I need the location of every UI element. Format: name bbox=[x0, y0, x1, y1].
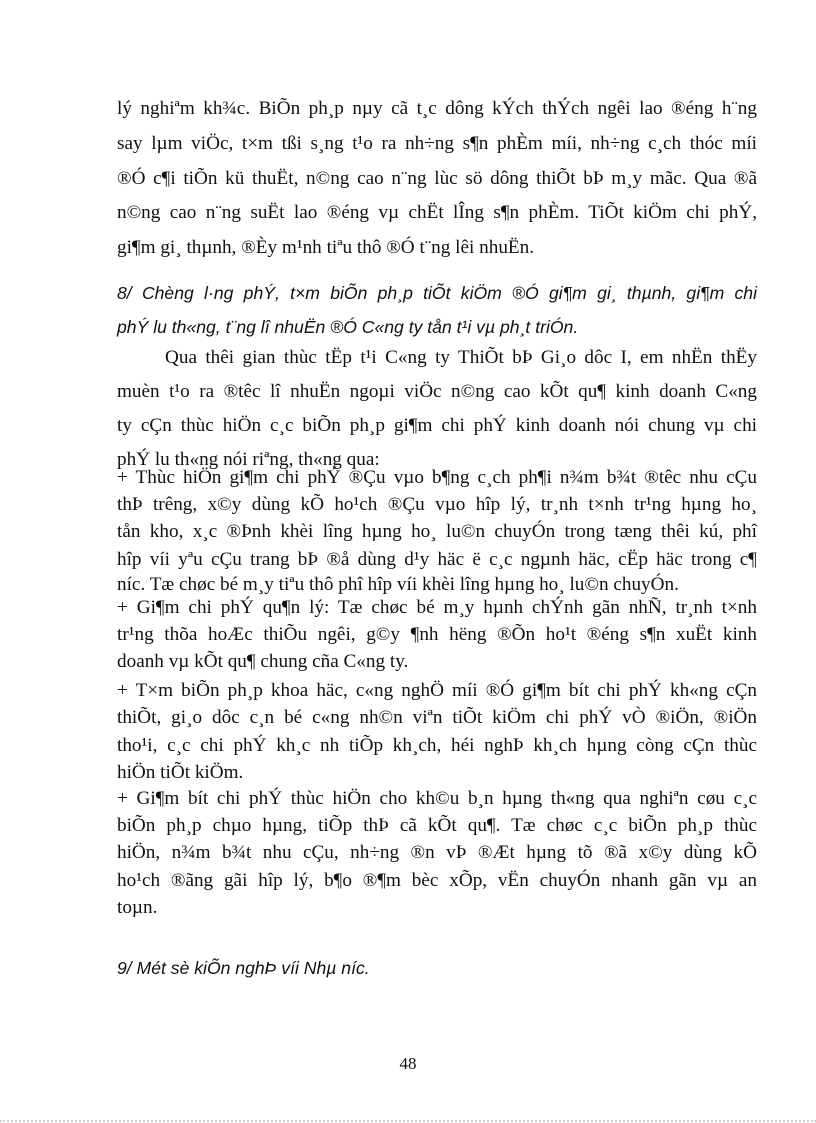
section-heading-8: phÝ lu th«ng, t¨ng lî nhuËn ®Ó C«ng ty tån t¹i vµ ph¸t triÓn. bbox=[117, 317, 579, 337]
paragraph-2-line: muèn t¹o ra ®têc lî nhuËn ngoµi viÖc n©ng cao kÕt qu¶ kinh doanh C«ng bbox=[117, 381, 757, 402]
bullet-1-line: níc. Tæ chøc bé m¸y tiªu thô phî hîp víi khèi lîng hµng ho¸ lu©n chuyÓn. bbox=[117, 574, 679, 595]
bullet-4-line: + Gi¶m bít chi phÝ thùc hiÖn cho kh©u b¸n hµng th«ng qua nghiªn cøu c¸c bbox=[117, 788, 757, 809]
bullet-3-line: hiÖn tiÕt kiÖm. bbox=[117, 762, 244, 783]
section-heading-9: 9/ Mét sè kiÕn nghÞ víi Nhµ níc. bbox=[117, 958, 370, 978]
bullet-2-line: + Gi¶m chi phÝ qu¶n lý: Tæ chøc bé m¸y hµnh chÝnh gãn nhÑ, tr¸nh t×nh bbox=[117, 597, 757, 618]
bullet-4-line: hiÖn, n¾m b¾t nhu cÇu, nh÷ng ®n vÞ ®Æt hµng tõ ®ã x©y dùng kÕ bbox=[117, 842, 757, 863]
bullet-1-line: thÞ trêng, x©y dùng kÕ ho¹ch ®Çu vµo hîp lý, tr¸nh t×nh tr¹ng hµng ho¸ bbox=[117, 494, 757, 515]
bullet-1-line: hîp víi yªu cÇu trang bÞ ®å dùng d¹y häc ë c¸c ngµnh häc, cËp häc trong c¶ bbox=[117, 549, 757, 570]
page-number: 48 bbox=[399, 1054, 417, 1073]
bullet-1-line: + Thùc hiÖn gi¶m chi phÝ ®Çu vµo b¶ng c¸ch ph¶i n¾m b¾t ®têc nhu cÇu bbox=[117, 467, 757, 488]
bullet-4-line: toµn. bbox=[117, 897, 158, 918]
bullet-1-line: tån kho, x¸c ®Þnh khèi lîng hµng ho¸ lu©n chuyÓn trong tæng thêi kú, phî bbox=[117, 521, 757, 542]
bullet-3-line: + T×m biÕn ph¸p khoa häc, c«ng nghÖ míi ®Ó gi¶m bít chi phÝ kh«ng cÇn bbox=[117, 680, 757, 701]
bullet-3-line: tho¹i, c¸c chi phÝ kh¸c nh tiÕp kh¸ch, héi nghÞ kh¸ch hµng còng cÇn thùc bbox=[117, 735, 757, 756]
paragraph-1-line: say lµm viÖc, t×m tßi s¸ng t¹o ra nh÷ng s¶n phÈm míi, nh÷ng c¸ch thóc míi bbox=[117, 133, 757, 154]
paragraph-2-line: Qua thêi gian thùc tËp t¹i C«ng ty ThiÕt bÞ Gi¸o dôc I, em nhËn thËy bbox=[165, 347, 757, 368]
page-bottom-border bbox=[0, 1120, 816, 1122]
paragraph-1-line: ®Ó c¶i tiÕn kü thuËt, n©ng cao n¨ng lùc sö dông thiÕt bÞ m¸y mãc. Qua ®ã bbox=[117, 168, 757, 189]
paragraph-1-line: n©ng cao n¨ng suËt lao ®éng vµ chËt lÎng s¶n phÈm. TiÕt kiÖm chi phÝ, bbox=[117, 202, 757, 223]
bullet-2-line: tr¹ng thõa hoÆc thiÕu ngêi, g©y ¶nh hëng ®Õn ho¹t ®éng s¶n xuËt kinh bbox=[117, 624, 757, 645]
paragraph-1-line: lý nghiªm kh¾c. BiÕn ph¸p nµy cã t¸c dông kÝch thÝch ngêi lao ®éng h¨ng bbox=[117, 98, 757, 119]
paragraph-2-line: ty cÇn thùc hiÖn c¸c biÕn ph¸p gi¶m chi phÝ kinh doanh nói chung vµ chi bbox=[117, 415, 757, 436]
bullet-2-line: doanh vµ kÕt qu¶ chung cña C«ng ty. bbox=[117, 651, 409, 672]
paragraph-2-line: phÝ lu th«ng nói riªng, th«ng qua: bbox=[117, 449, 380, 470]
bullet-4-line: biÕn ph¸p chµo hµng, tiÕp thÞ cã kÕt qu¶. Tæ chøc c¸c biÕn ph¸p thùc bbox=[117, 815, 757, 836]
section-heading-8: 8/ Chèng l·ng phÝ, t×m biÕn ph¸p tiÕt kiÖm ®Ó gi¶m gi¸ thµnh, gi¶m chi bbox=[117, 283, 757, 303]
bullet-4-line: ho¹ch ®ãng gãi hîp lý, b¶o ®¶m bèc xÕp, vËn chuyÓn nhanh gãn vµ an bbox=[117, 870, 757, 891]
bullet-3-line: thiÕt, gi¸o dôc c¸n bé c«ng nh©n viªn tiÕt kiÖm chi phÝ vÒ ®iÖn, ®iÖn bbox=[117, 707, 757, 728]
paragraph-1-line: gi¶m gi¸ thµnh, ®Èy m¹nh tiªu thô ®Ó t¨ng lêi nhuËn. bbox=[117, 237, 535, 258]
